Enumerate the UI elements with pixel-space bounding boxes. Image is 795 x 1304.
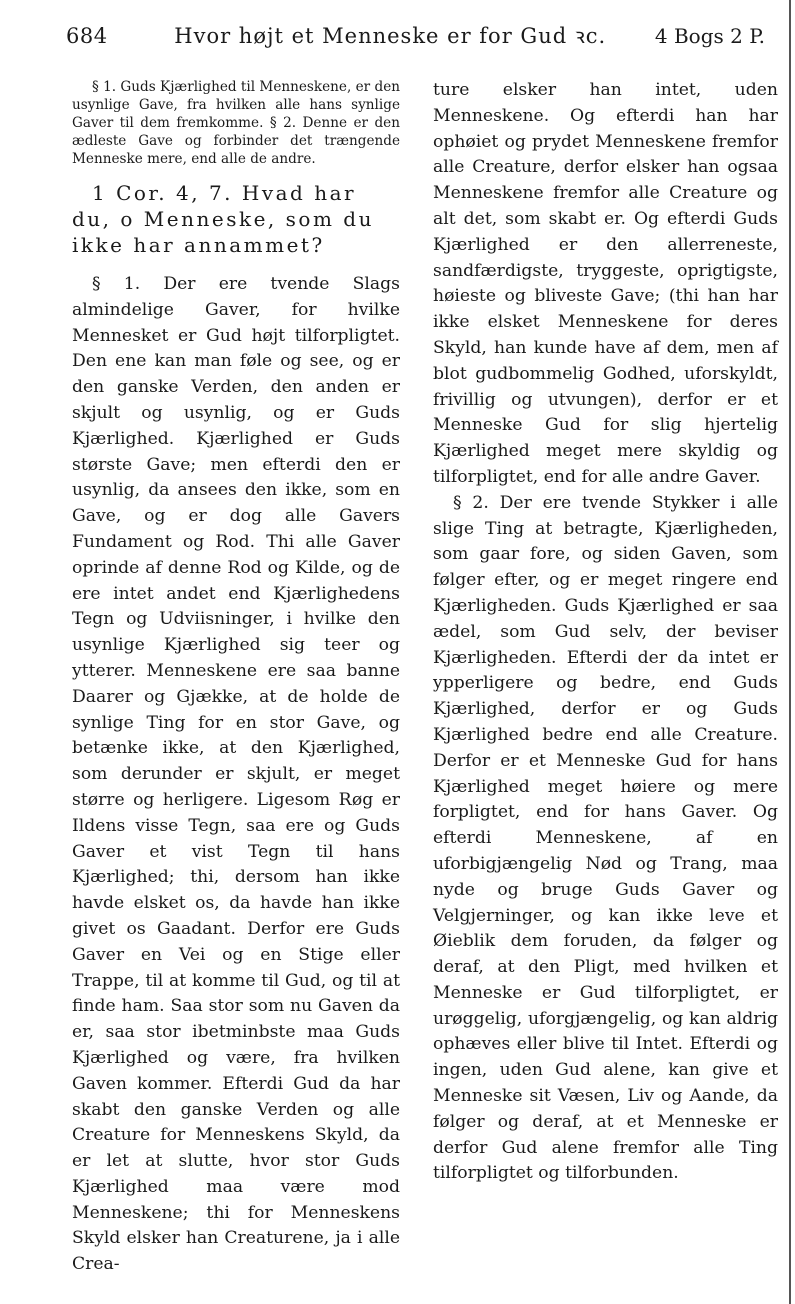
page-edge-rule: [789, 0, 791, 1304]
paragraph-1-continued: ture elsker han intet, uden Menneskene. Og efterdi han har ophøiet og prydet Menneskene fremfor alle Creature, derfor elsker han ogsaa Menneskene fremfor alle Creature og alt det, som skabt er. Og efterdi Guds Kjærlighed er den allerreneste, sandfærdigste, tryggeste, oprigtigste, høieste og bliveste Gave; (thi han har ikke elsket Menneskene for deres Skyld, han kunde have af dem, men af blot gudbommelig Godhed, uforskyldt, frivillig og utvungen), derfor er et Menneske Gud for slig hjertelig Kjærlighed meget mere skyldig og tilforpligtet, end for alle andre Gaver.: [433, 80, 778, 487]
paragraph-1: § 1. Der ere tvende Slags almindelige Gaver, for hvilke Mennesket er Gud højt tilforpligtet. Den ene kan man føle og see, og er den ganske Verden, den anden er skjult og usynlig, og er Guds Kjærlighed. Kjærlighed er Guds største Gave; men efterdi den er usynlig, da ansees den ikke, som en Gave, og er dog alle Gavers Fundament og Rod. Thi alle Gaver oprinde af denne Rod og Kilde, og de ere intet andet end Kjærlighedens Tegn og Udviisninger, i hvilke den usynlige Kjærlighed sig teer og ytterer. Menneskene ere saa banne Daarer og Gjække, at de holde de synlige Ting for en stor Gave, og betænke ikke, at den Kjærlighed, som derunder er skjult, er meget større og herligere. Ligesom Røg er Ildens visse Tegn, saa ere og Guds Gaver et vist Tegn til hans Kjærlighed; thi, dersom han ikke havde elsket os, da havde han ikke givet os Gaadant. Derfor ere Guds Gaver en Vei og en Stige eller Trappe, til at komme til Gud, og til at finde ham. Saa stor som nu Gaven da er, saa stor ibetminbste maa Guds Kjærlighed og være, fra hvilken Gaven kommer. Efterdi Gud da har skabt den ganske Verden og alle Creature for Menneskens Skyld, da er let at slutte, hvor stor Guds Kjærlighed maa være mod Menneskene; thi for Menneskens Skyld elsker han Creaturene, ja i alle Crea-: [72, 274, 400, 1275]
page-number: 684: [66, 24, 108, 48]
signature-mark: 4 Bogs 2 P.: [654, 24, 765, 48]
running-head: Hvor højt et Menneske er for Gud ꝛc.: [174, 24, 607, 48]
page-header: [66, 22, 765, 56]
right-column: [433, 78, 778, 1187]
chapter-summary: § 1. Guds Kjærlighed til Menneskene, er den usynlige Gave, fra hvilken alle hans synlige Gaver til dem fremkomme. § 2. Denne er den ædleste Gave og forbinder det trængende Menneske mere, end alle de andre.: [72, 79, 400, 167]
paragraph-2: § 2. Der ere tvende Stykker i alle slige Ting at betragte, Kjærligheden, som gaar fore, og siden Gaven, som følger efter, og er meget ringere end Kjærligheden. Guds Kjærlighed er saa ædel, som Gud selv, der beviser Kjærligheden. Efterdi der da intet er ypperligere og bedre, end Guds Kjærlighed, derfor er og Guds Kjærlighed bedre end alle Creature. Derfor er et Menneske Gud for hans Kjærlighed meget høiere og mere forpligtet, end for hans Gaver. Og efterdi Menneskene, af en uforbigjængelig Nød og Trang, maa nyde og bruge Guds Gaver og Velgjerninger, og kan ikke leve et Øieblik dem foruden, da følger og deraf, at den Pligt, med hvilken et Menneske er Gud tilforpligtet, er urøggelig, uforgjængelig, og kan aldrig ophæves eller blive til Intet. Efterdi og ingen, uden Gud alene, kan give et Menneske sit Væsen, Liv og Aande, da følger og deraf, at et Menneske er derfor Gud alene fremfor alle Ting tilforpligtet og tilforbunden.: [433, 492, 778, 1184]
scripture-question: 1 Cor. 4, 7. Hvad har du, o Menneske, som du ikke har annammet?: [72, 181, 374, 257]
left-column: [72, 78, 400, 1278]
